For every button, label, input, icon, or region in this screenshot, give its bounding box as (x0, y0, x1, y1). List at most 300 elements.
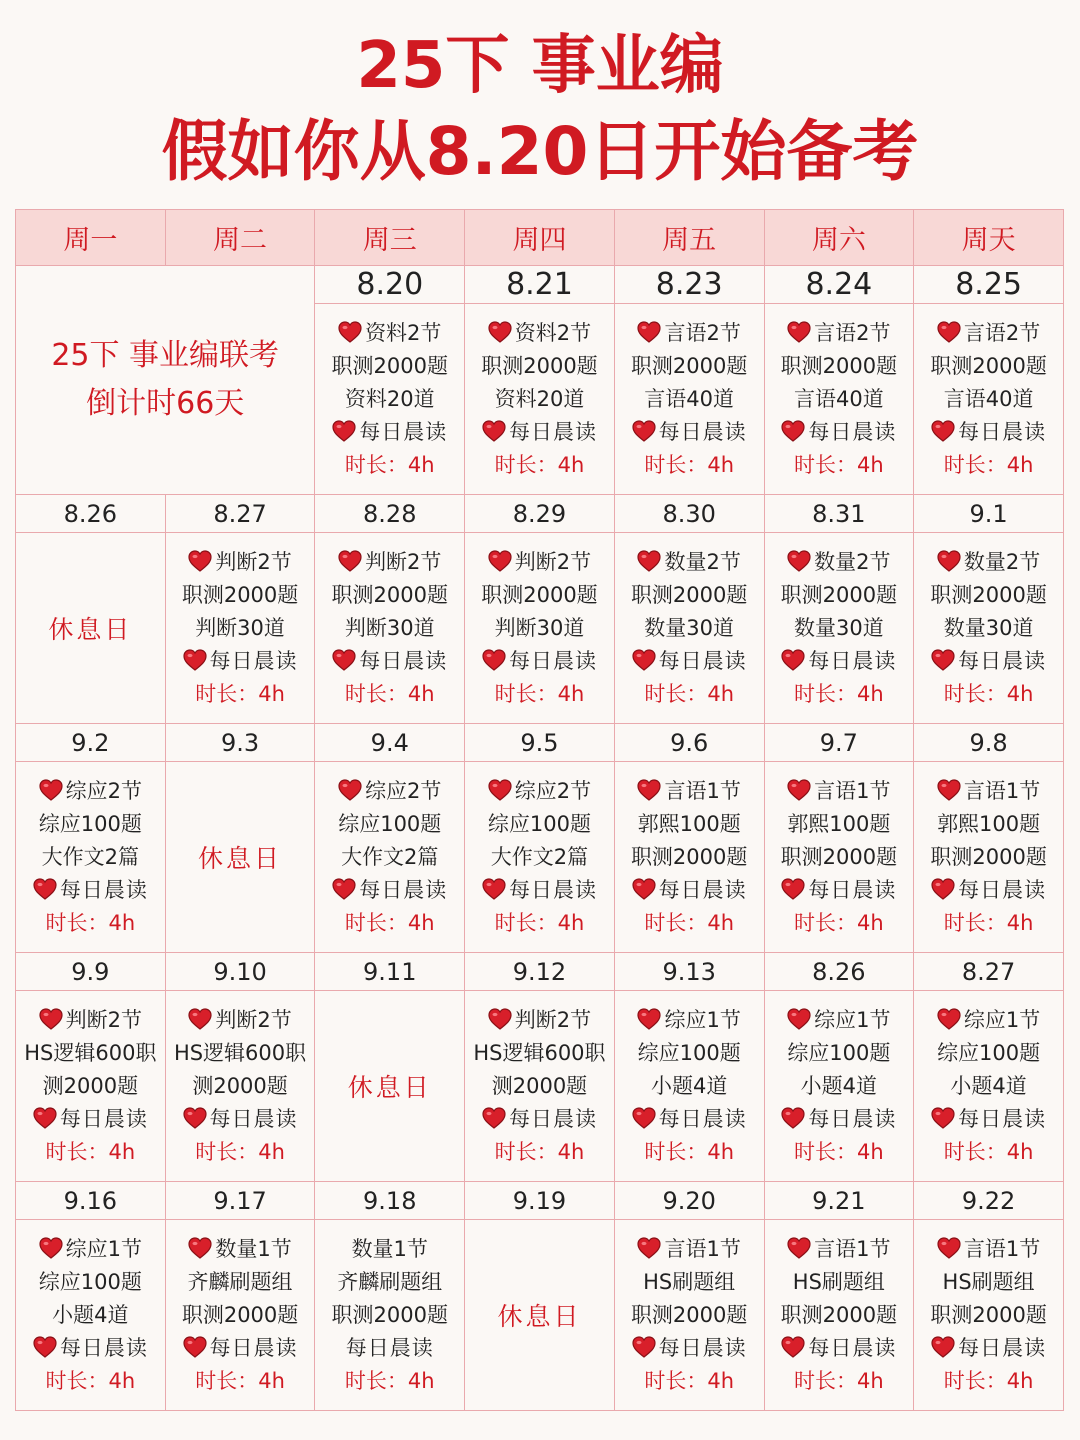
task-line (315, 874, 464, 907)
day-cell (465, 533, 615, 724)
task-line (615, 579, 764, 612)
heart-icon (39, 1236, 63, 1258)
duration-line (914, 907, 1063, 940)
task-text: 时长：4h (943, 1368, 1034, 1393)
task-line (765, 383, 914, 416)
date-cell: 8.23 (614, 266, 764, 304)
weekday-header: 周三 (315, 210, 465, 266)
task-text: 时长：4h (794, 452, 884, 477)
task-text: 综应1节 (814, 1007, 891, 1032)
task-row (16, 533, 1064, 724)
heart-icon (787, 1007, 811, 1029)
date-cell: 9.22 (914, 1182, 1064, 1220)
duration-line (914, 1136, 1063, 1169)
duration-line (166, 1365, 315, 1398)
heart-icon (188, 549, 212, 571)
task-text: HS逻辑600职 (24, 1040, 157, 1065)
heart-icon (33, 1106, 57, 1128)
task-text: 每日晨读 (508, 877, 597, 902)
task-text: 时长：4h (943, 452, 1034, 477)
task-text: 时长：4h (794, 910, 884, 935)
task-line (166, 1037, 315, 1070)
task-line (166, 1266, 315, 1299)
task-text: 判断2节 (65, 1007, 143, 1032)
day-cell (614, 762, 764, 953)
heart-icon (632, 419, 656, 441)
heart-icon (482, 419, 506, 441)
day-cell (614, 991, 764, 1182)
task-line (315, 808, 464, 841)
task-line (615, 1103, 764, 1136)
task-line (16, 874, 165, 907)
task-line (914, 808, 1063, 841)
heart-icon (637, 549, 661, 571)
day-cell (16, 762, 166, 953)
task-text: 每日晨读 (808, 877, 897, 902)
task-line (615, 1266, 764, 1299)
heart-icon (632, 1106, 656, 1128)
heart-icon (183, 1335, 207, 1357)
heart-icon (39, 1007, 63, 1029)
task-line (615, 1037, 764, 1070)
date-cell: 9.5 (465, 724, 615, 762)
task-text: 每日晨读 (59, 1106, 148, 1131)
task-line (315, 1233, 464, 1266)
heart-icon (482, 648, 506, 670)
task-line (16, 1233, 165, 1266)
task-line (914, 841, 1063, 874)
task-text: 时长：4h (195, 681, 285, 706)
date-cell: 9.10 (165, 953, 315, 991)
task-text: 每日晨读 (359, 648, 448, 673)
task-row (16, 762, 1064, 953)
task-line (465, 546, 614, 579)
date-cell: 9.1 (914, 495, 1064, 533)
task-text: 职测2000题 (780, 353, 898, 378)
task-text: 时长：4h (45, 910, 136, 935)
duration-line (315, 907, 464, 940)
task-line (615, 874, 764, 907)
date-cell: 8.31 (764, 495, 914, 533)
task-line (315, 383, 464, 416)
task-text: 每日晨读 (658, 419, 747, 444)
heart-icon (781, 1335, 805, 1357)
duration-line (465, 449, 614, 482)
task-line (615, 775, 764, 808)
task-text: 综应1节 (664, 1007, 741, 1032)
task-line (465, 612, 614, 645)
task-text: 综应100题 (487, 811, 591, 836)
task-line (465, 350, 614, 383)
task-text: 时长：4h (794, 1368, 884, 1393)
task-line (914, 383, 1063, 416)
task-text: 综应100题 (787, 1040, 891, 1065)
heart-icon (488, 778, 512, 800)
day-cell (165, 1220, 315, 1411)
rest-day-cell (465, 1220, 615, 1411)
date-cell: 8.25 (914, 266, 1064, 304)
task-line (765, 1233, 914, 1266)
heart-icon (332, 419, 356, 441)
task-line (615, 383, 764, 416)
date-row (16, 266, 1064, 304)
task-line (765, 350, 914, 383)
task-line (914, 874, 1063, 907)
date-cell: 9.3 (165, 724, 315, 762)
task-line (166, 1299, 315, 1332)
task-text: 时长：4h (344, 910, 435, 935)
task-line (765, 1266, 914, 1299)
task-line (615, 546, 764, 579)
task-text: 每日晨读 (59, 877, 148, 902)
task-line (615, 1233, 764, 1266)
task-text: 资料20道 (494, 386, 585, 411)
date-cell: 9.4 (315, 724, 465, 762)
task-line (765, 317, 914, 350)
task-text: 资料2节 (365, 320, 442, 345)
task-text: 每日晨读 (508, 419, 597, 444)
task-text: 每日晨读 (808, 1335, 897, 1360)
duration-line (166, 678, 315, 711)
task-line (765, 1037, 914, 1070)
task-text: 职测2000题 (930, 844, 1047, 869)
task-text: 每日晨读 (958, 648, 1047, 673)
task-line (914, 1037, 1063, 1070)
heart-icon (937, 549, 961, 571)
task-text: 时长：4h (45, 1139, 136, 1164)
task-text: 时长：4h (794, 681, 884, 706)
task-line (166, 1103, 315, 1136)
duration-line (465, 907, 614, 940)
day-cell (315, 1220, 465, 1411)
task-line (315, 841, 464, 874)
task-line (166, 1004, 315, 1037)
rest-day-cell (165, 762, 315, 953)
task-text: 每日晨读 (345, 1335, 434, 1360)
day-cell (914, 991, 1064, 1182)
task-text: 数量30道 (943, 615, 1034, 640)
duration-line (914, 1365, 1063, 1398)
task-line (465, 416, 614, 449)
heart-icon (931, 1106, 955, 1128)
task-line (914, 317, 1063, 350)
task-line (914, 1004, 1063, 1037)
task-line (315, 645, 464, 678)
task-text: 判断2节 (514, 549, 592, 574)
task-text: 言语40道 (644, 386, 735, 411)
task-text: 数量1节 (215, 1236, 292, 1261)
task-text: 职测2000题 (481, 353, 598, 378)
heart-icon (332, 648, 356, 670)
task-line (315, 612, 464, 645)
task-text: 齐麟刷题组 (337, 1269, 443, 1294)
task-line (765, 1070, 914, 1103)
weekday-header: 周二 (165, 210, 315, 266)
task-text: 综应1节 (65, 1236, 143, 1261)
duration-line (465, 678, 614, 711)
task-line (166, 579, 315, 612)
date-cell: 8.29 (465, 495, 615, 533)
day-cell (914, 304, 1064, 495)
task-text: 每日晨读 (209, 1106, 298, 1131)
task-line (465, 1004, 614, 1037)
weekday-header: 周一 (16, 210, 166, 266)
date-cell: 8.24 (764, 266, 914, 304)
task-text: 言语1节 (664, 778, 741, 803)
date-cell: 9.9 (16, 953, 166, 991)
heart-icon (632, 1335, 656, 1357)
task-text: 职测2000题 (630, 582, 748, 607)
task-text: 资料2节 (514, 320, 592, 345)
task-text: 每日晨读 (508, 1106, 597, 1131)
task-line (765, 1332, 914, 1365)
heart-icon (637, 320, 661, 342)
date-cell: 8.21 (465, 266, 615, 304)
task-text: 时长：4h (943, 681, 1034, 706)
task-text: 数量2节 (963, 549, 1041, 574)
task-line (465, 775, 614, 808)
task-text: 职测2000题 (331, 353, 448, 378)
task-text: 每日晨读 (958, 419, 1047, 444)
day-cell (315, 762, 465, 953)
task-text: 判断30道 (195, 615, 285, 640)
task-text: 综应100题 (637, 1040, 741, 1065)
task-text: 时长：4h (494, 681, 585, 706)
task-text: HS逻辑600职 (173, 1040, 307, 1065)
task-text: 时长：4h (644, 1139, 734, 1164)
task-text: 言语1节 (814, 1236, 891, 1261)
task-line (615, 1332, 764, 1365)
heart-icon (781, 1106, 805, 1128)
duration-line (315, 1365, 464, 1398)
task-text: 每日晨读 (209, 1335, 298, 1360)
day-cell (16, 991, 166, 1182)
duration-line (16, 1365, 165, 1398)
heart-icon (338, 778, 362, 800)
task-text: 每日晨读 (658, 1335, 747, 1360)
task-text: 每日晨读 (209, 648, 298, 673)
duration-line (615, 1136, 764, 1169)
task-text: 每日晨读 (958, 1106, 1047, 1131)
task-line (166, 612, 315, 645)
task-text: 言语2节 (814, 320, 891, 345)
task-text: 每日晨读 (508, 648, 597, 673)
task-text: 数量1节 (351, 1236, 428, 1261)
task-line (16, 1299, 165, 1332)
date-cell: 9.17 (165, 1182, 315, 1220)
heart-icon (931, 419, 955, 441)
rest-day-label: 休息日 (347, 1073, 432, 1102)
task-line (615, 350, 764, 383)
task-line (16, 1004, 165, 1037)
task-text: 每日晨读 (359, 877, 448, 902)
heart-icon (787, 1236, 811, 1258)
task-text: 每日晨读 (808, 648, 897, 673)
task-line (765, 416, 914, 449)
duration-line (615, 449, 764, 482)
day-cell (614, 1220, 764, 1411)
task-line (914, 416, 1063, 449)
task-text: 综应100题 (38, 1269, 142, 1294)
task-line (465, 579, 614, 612)
task-text: 综应2节 (514, 778, 592, 803)
task-text: 时长：4h (644, 910, 734, 935)
heart-icon (632, 877, 656, 899)
task-text: 大作文2篇 (341, 844, 439, 869)
weekday-header: 周天 (914, 210, 1064, 266)
task-text: 职测2000题 (930, 582, 1047, 607)
duration-line (615, 907, 764, 940)
task-line (16, 775, 165, 808)
task-line (166, 645, 315, 678)
task-line (765, 841, 914, 874)
task-text: 测2000题 (42, 1073, 139, 1098)
task-text: 言语1节 (963, 778, 1041, 803)
day-cell (465, 304, 615, 495)
day-cell (315, 533, 465, 724)
task-line (465, 841, 614, 874)
task-line (315, 350, 464, 383)
day-cell (914, 1220, 1064, 1411)
task-line (166, 1233, 315, 1266)
task-text: 每日晨读 (359, 419, 448, 444)
task-line (914, 775, 1063, 808)
heart-icon (183, 1106, 207, 1128)
duration-line (765, 1136, 914, 1169)
date-cell: 9.12 (465, 953, 615, 991)
task-line (914, 579, 1063, 612)
heart-icon (39, 778, 63, 800)
heart-icon (332, 877, 356, 899)
heart-icon (931, 1335, 955, 1357)
date-cell: 9.11 (315, 953, 465, 991)
heart-icon (338, 549, 362, 571)
task-line (765, 874, 914, 907)
task-text: HS刷题组 (643, 1269, 736, 1294)
task-text: 综应2节 (65, 778, 143, 803)
task-line (465, 1070, 614, 1103)
task-text: 每日晨读 (658, 648, 747, 673)
task-text: 时长：4h (494, 1139, 585, 1164)
task-text: 大作文2篇 (490, 844, 589, 869)
task-text: 职测2000题 (181, 1302, 299, 1327)
task-text: 职测2000题 (181, 582, 299, 607)
task-line (914, 1332, 1063, 1365)
date-cell: 8.27 (914, 953, 1064, 991)
task-text: 言语2节 (664, 320, 741, 345)
day-cell (764, 762, 914, 953)
task-text: 时长：4h (644, 681, 734, 706)
day-cell (614, 304, 764, 495)
task-line (765, 775, 914, 808)
date-cell: 9.13 (614, 953, 764, 991)
task-text: 数量30道 (644, 615, 735, 640)
weekday-header-row (16, 210, 1064, 266)
task-line (765, 1299, 914, 1332)
task-text: 小题4道 (52, 1302, 129, 1327)
heart-icon (632, 648, 656, 670)
date-cell: 9.19 (465, 1182, 615, 1220)
task-text: 郭熙100题 (937, 811, 1041, 836)
task-line (615, 416, 764, 449)
task-line (765, 546, 914, 579)
task-text: 判断30道 (344, 615, 435, 640)
task-line (16, 1037, 165, 1070)
task-line (914, 612, 1063, 645)
task-text: 时长：4h (195, 1139, 285, 1164)
task-text: 言语2节 (963, 320, 1041, 345)
day-cell (315, 304, 465, 495)
task-text: 职测2000题 (331, 582, 448, 607)
task-text: 每日晨读 (958, 1335, 1047, 1360)
task-text: 数量2节 (664, 549, 741, 574)
task-line (914, 645, 1063, 678)
heart-icon (637, 1007, 661, 1029)
date-cell: 8.30 (614, 495, 764, 533)
weekday-header: 周五 (614, 210, 764, 266)
task-line (615, 841, 764, 874)
task-text: 数量30道 (794, 615, 884, 640)
task-line (16, 841, 165, 874)
task-text: 数量2节 (814, 549, 891, 574)
task-text: 职测2000题 (630, 353, 748, 378)
duration-line (765, 449, 914, 482)
task-text: 综应100题 (338, 811, 442, 836)
task-text: HS刷题组 (942, 1269, 1035, 1294)
task-text: 判断2节 (514, 1007, 592, 1032)
heart-icon (787, 549, 811, 571)
task-text: 时长：4h (943, 910, 1034, 935)
day-cell (764, 1220, 914, 1411)
task-text: 职测2000题 (930, 1302, 1047, 1327)
duration-line (16, 907, 165, 940)
date-cell: 9.20 (614, 1182, 764, 1220)
task-line (315, 1299, 464, 1332)
task-row (16, 1220, 1064, 1411)
task-text: 时长：4h (494, 910, 585, 935)
task-text: 小题4道 (950, 1073, 1027, 1098)
heart-icon (937, 1007, 961, 1029)
task-text: 时长：4h (195, 1368, 285, 1393)
task-text: 职测2000题 (630, 844, 748, 869)
task-text: 齐麟刷题组 (187, 1269, 293, 1294)
title-line-1: 25下 事业编 (356, 29, 724, 103)
task-text: 判断2节 (215, 1007, 292, 1032)
task-line (615, 317, 764, 350)
task-text: 时长：4h (794, 1139, 884, 1164)
task-text: 时长：4h (644, 452, 734, 477)
task-text: 每日晨读 (808, 419, 897, 444)
task-text: 判断2节 (215, 549, 292, 574)
task-text: 综应100题 (937, 1040, 1041, 1065)
task-text: 时长：4h (943, 1139, 1034, 1164)
heart-icon (183, 648, 207, 670)
duration-line (465, 1136, 614, 1169)
task-line (465, 317, 614, 350)
date-row (16, 1182, 1064, 1220)
date-cell: 8.27 (165, 495, 315, 533)
task-text: 时长：4h (344, 681, 435, 706)
rest-day-cell (315, 991, 465, 1182)
countdown-line-1: 25下 事业编联考 (51, 338, 280, 373)
date-cell: 9.21 (764, 1182, 914, 1220)
heart-icon (637, 778, 661, 800)
heart-icon (781, 877, 805, 899)
task-line (615, 808, 764, 841)
task-line (465, 808, 614, 841)
day-cell (465, 991, 615, 1182)
task-text: 时长：4h (45, 1368, 136, 1393)
